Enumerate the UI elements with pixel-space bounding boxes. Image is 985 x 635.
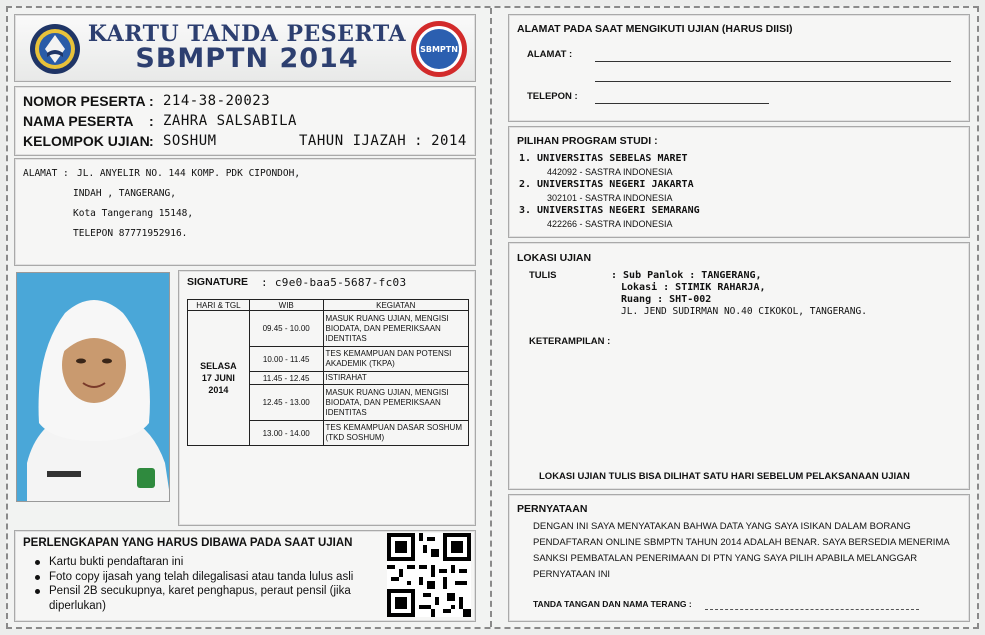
nama-value: ZAHRA SALSABILA xyxy=(163,113,297,129)
signature-label: SIGNATURE xyxy=(187,276,249,288)
table-header: KEGIATAN xyxy=(323,300,468,311)
kelompok-label: KELOMPOK UJIAN xyxy=(23,133,150,149)
sign-fill-line[interactable] xyxy=(705,609,919,610)
list-item: Foto copy ijasah yang telah dilegalisasi atau tanda lulus asli xyxy=(35,570,383,585)
activity-cell: ISTIRAHAT xyxy=(323,372,468,385)
lokasi-value: Lokasi : STIMIK RAHARJA, xyxy=(621,282,766,293)
time-cell: 09.45 - 10.00 xyxy=(249,311,323,347)
requirements-panel xyxy=(14,530,476,622)
address-line: Kota Tangerang 15148, xyxy=(73,208,194,219)
nama-row: NAMA PESERTA : ZAHRA SALSABILA xyxy=(23,113,297,129)
address-line: JL. ANYELIR NO. 144 KOMP. PDK CIPONDOH, xyxy=(77,168,301,179)
svg-text:SBMPTN: SBMPTN xyxy=(420,45,458,54)
time-cell: 12.45 - 13.00 xyxy=(249,385,323,421)
participant-identity xyxy=(14,86,476,156)
program-item: 2. UNIVERSITAS NEGERI JAKARTA xyxy=(519,179,694,190)
address-phone: TELEPON 87771952916. xyxy=(73,228,188,239)
sbmptn-logo-icon xyxy=(409,19,469,79)
exam-address-panel xyxy=(508,14,970,122)
activity-cell: TES KEMAMPUAN DAN POTENSI AKADEMIK (TKPA) xyxy=(323,347,468,372)
ruang-value: Ruang : SHT-002 xyxy=(621,294,712,305)
exam-address-title: ALAMAT PADA SAAT MENGIKUTI UJIAN (HARUS DIISI) xyxy=(517,23,793,35)
statement-panel xyxy=(508,494,970,622)
exam-date: SELASA 17 JUNI 2014 xyxy=(188,311,250,446)
program-detail: 302101 - SASTRA INDONESIA xyxy=(547,193,673,203)
participant-photo xyxy=(16,272,170,502)
signature-value: : c9e0-baa5-5687-fc03 xyxy=(261,276,407,289)
address-line: INDAH , TANGERANG, xyxy=(73,188,176,199)
signature-schedule-panel xyxy=(178,270,476,526)
tulis-label: TULIS xyxy=(529,270,557,281)
card-header xyxy=(14,14,476,82)
sign-label: TANDA TANGAN DAN NAMA TERANG : xyxy=(533,599,692,609)
card-subtitle: SBMPTN 2014 xyxy=(135,43,359,74)
kelompok-row: KELOMPOK UJIAN : SOSHUM TAHUN IJAZAH : 2014 xyxy=(23,133,467,149)
program-detail: 442092 - SASTRA INDONESIA xyxy=(547,167,673,177)
time-cell: 13.00 - 14.00 xyxy=(249,421,323,446)
jalan-value: JL. JEND SUDIRMAN NO.40 CIKOKOL, TANGERANG. xyxy=(621,306,867,317)
activity-cell: TES KEMAMPUAN DASAR SOSHUM (TKD SOSHUM) xyxy=(323,421,468,446)
telepon-label: TELEPON : xyxy=(527,91,578,102)
alamat-fill-line[interactable] xyxy=(595,61,951,62)
table-header: HARI & TGL xyxy=(188,300,250,311)
location-title: LOKASI UJIAN xyxy=(517,252,592,264)
time-cell: 11.45 - 12.45 xyxy=(249,372,323,385)
list-item: Kartu bukti pendaftaran ini xyxy=(35,555,383,570)
kemdikbud-logo-icon xyxy=(29,23,81,75)
card-title: KARTU TANDA PESERTA xyxy=(87,21,407,47)
program-choice-panel xyxy=(508,126,970,238)
exam-location-panel xyxy=(508,242,970,490)
portrait-illustration xyxy=(17,273,170,502)
tahun-value: 2014 xyxy=(431,133,467,149)
nomor-row: NOMOR PESERTA : 214-38-20023 xyxy=(23,93,271,109)
nomor-label: NOMOR PESERTA xyxy=(23,93,146,109)
requirements-list xyxy=(35,555,383,613)
table-header: WIB xyxy=(249,300,323,311)
tahun-label: TAHUN IJAZAH xyxy=(299,133,407,149)
program-item: 1. UNIVERSITAS SEBELAS MARET xyxy=(519,153,688,164)
requirements-title: PERLENGKAPAN YANG HARUS DIBAWA PADA SAAT UJIAN xyxy=(23,537,353,549)
exam-schedule-table xyxy=(187,299,469,446)
program-title: PILIHAN PROGRAM STUDI : xyxy=(517,135,658,147)
program-detail: 422266 - SASTRA INDONESIA xyxy=(547,219,673,229)
table-row xyxy=(188,311,469,347)
program-item: 3. UNIVERSITAS NEGERI SEMARANG xyxy=(519,205,700,216)
home-address xyxy=(14,158,476,266)
qr-code-icon xyxy=(387,533,471,617)
sub-panlok: : Sub Panlok : TANGERANG, xyxy=(611,270,762,281)
time-cell: 10.00 - 11.45 xyxy=(249,347,323,372)
activity-cell: MASUK RUANG UJIAN, MENGISI BIODATA, DAN PEMERIKSAAN IDENTITAS xyxy=(323,311,468,347)
address-label: ALAMAT : xyxy=(23,168,69,179)
statement-text: DENGAN INI SAYA MENYATAKAN BAHWA DATA YANG SAYA ISIKAN DALAM BORANG PENDAFTARAN ONLINE SBMPTN TAHUN 2014 ADALAH BENAR. SAYA BERSEDIA MENERIMA SANKSI PEMBATALAN PENERIMAAN DI PTN YANG SAYA PILIH APABILA MELANGGAR PERNYATAAN INI xyxy=(533,521,950,580)
telepon-fill-line[interactable] xyxy=(595,103,769,104)
nomor-value: 214-38-20023 xyxy=(163,93,271,109)
location-note: LOKASI UJIAN TULIS BISA DILIHAT SATU HARI SEBELUM PELAKSANAAN UJIAN xyxy=(539,471,910,482)
alamat-label: ALAMAT : xyxy=(527,49,573,60)
list-item: Pensil 2B secukupnya, karet penghapus, peraut pensil (jika diperlukan) xyxy=(35,584,383,613)
keterampilan-label: KETERAMPILAN : xyxy=(529,336,611,347)
statement-title: PERNYATAAN xyxy=(517,503,588,515)
alamat-fill-line[interactable] xyxy=(595,81,951,82)
fold-line xyxy=(490,8,492,627)
nama-label: NAMA PESERTA xyxy=(23,113,134,129)
activity-cell: MASUK RUANG UJIAN, MENGISI BIODATA, DAN PEMERIKSAAN IDENTITAS xyxy=(323,385,468,421)
kelompok-value: SOSHUM xyxy=(163,133,217,149)
